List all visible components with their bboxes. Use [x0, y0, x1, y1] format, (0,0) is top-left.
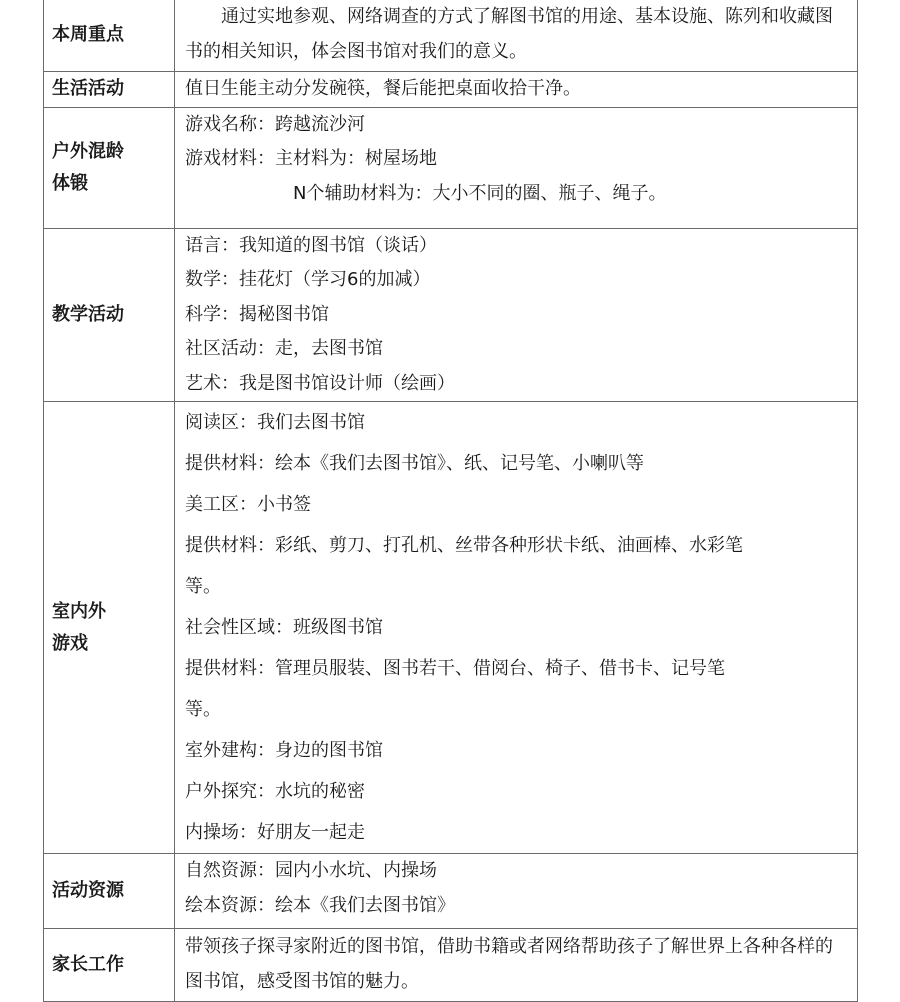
row-content-games [175, 402, 858, 854]
outdoor-label-line1: 户外混龄 [52, 140, 124, 162]
table-row-life [44, 72, 858, 108]
list-item: 游戏名称：跨越流沙河 [185, 113, 365, 135]
list-item: 提供材料：管理员服装、图书若干、借阅台、椅子、借书卡、记号笔 [185, 658, 725, 679]
row-content-outdoor [175, 107, 858, 228]
row-label-life: 生活活动 [44, 72, 175, 108]
list-item: N个辅助材料为：大小不同的圈、瓶子、绳子。 [293, 182, 667, 204]
list-item: 户外探究：水坑的秘密 [185, 781, 365, 802]
list-item: 等。 [185, 699, 221, 720]
life-text: 值日生能主动分发碗筷，餐后能把桌面收拾干净。 [185, 78, 581, 99]
list-item: 室外建构：身边的图书馆 [185, 740, 383, 761]
list-item: 艺术：我是图书馆设计师（绘画） [185, 372, 455, 394]
table-row-outdoor [44, 107, 858, 228]
parents-text: 带领孩子探寻家附近的图书馆，借助书籍或者网络帮助孩子了解世界上各种各样的图书馆，感受图书馆的魅力。 [185, 936, 833, 992]
list-item: 等。 [185, 576, 221, 597]
list-item: 社区活动：走，去图书馆 [185, 338, 383, 359]
games-label-line2: 游戏 [52, 632, 88, 654]
table-row-teaching [44, 228, 858, 402]
row-label-focus: 本周重点 [44, 0, 175, 72]
list-item: 自然资源：园内小水坑、内操场 [185, 860, 437, 881]
list-item: 游戏材料：主材料为：树屋场地 [185, 148, 437, 169]
list-item: 科学：揭秘图书馆 [185, 303, 329, 325]
list-item: 数学：挂花灯（学习6的加减） [185, 269, 431, 290]
row-content-teaching [175, 228, 858, 402]
table-row-parents [44, 929, 858, 1002]
list-item: 语言：我知道的图书馆（谈话） [185, 234, 437, 256]
list-item: 绘本资源：绘本《我们去图书馆》 [185, 894, 455, 916]
row-label-outdoor [44, 107, 175, 228]
list-item: 阅读区：我们去图书馆 [185, 412, 365, 433]
weekly-plan-table [43, 0, 858, 1002]
table-row-games [44, 402, 858, 854]
row-content-focus [175, 0, 858, 72]
list-item: 内操场：好朋友一起走 [185, 822, 365, 843]
table-row-focus [44, 0, 858, 72]
table-row-resources [44, 854, 858, 929]
games-label-line1: 室内外 [52, 600, 106, 622]
outdoor-label-line2: 体锻 [52, 172, 88, 194]
list-item: 提供材料：绘本《我们去图书馆》、纸、记号笔、小喇叭等 [185, 453, 644, 474]
focus-text: 通过实地参观、网络调查的方式了解图书馆的用途、基本设施、陈列和收藏图书的相关知识，体会图书馆对我们的意义。 [185, 6, 833, 62]
list-item: 美工区：小书签 [185, 494, 311, 515]
row-content-resources [175, 854, 858, 929]
row-label-games [44, 402, 175, 854]
row-content-parents [175, 929, 858, 1002]
row-label-resources: 活动资源 [44, 854, 175, 929]
list-item: 社会性区域：班级图书馆 [185, 617, 383, 638]
list-item: 提供材料：彩纸、剪刀、打孔机、丝带各种形状卡纸、油画棒、水彩笔 [185, 535, 743, 556]
row-content-life [175, 72, 858, 108]
row-label-teaching: 教学活动 [44, 228, 175, 402]
row-label-parents: 家长工作 [44, 929, 175, 1002]
